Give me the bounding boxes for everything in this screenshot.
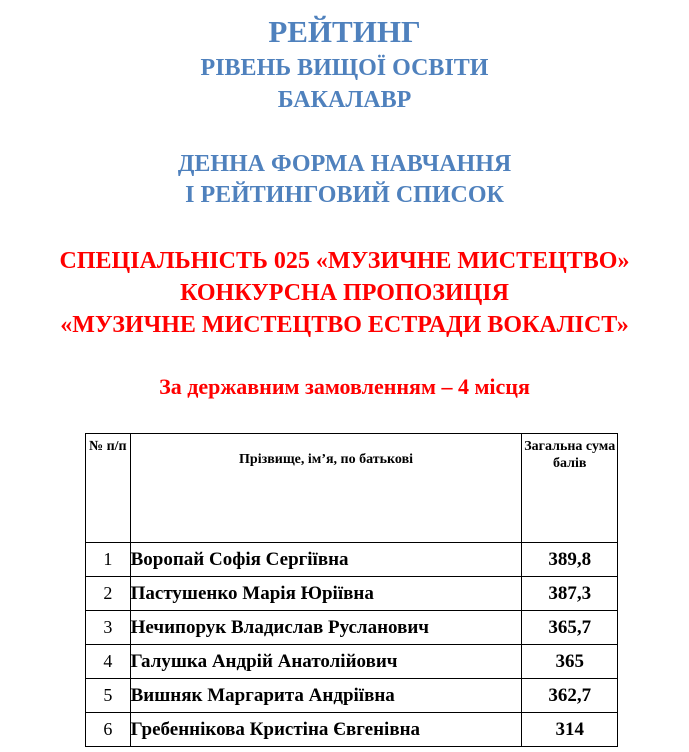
table-row (86, 645, 618, 679)
total-score: 362,7 (522, 679, 618, 713)
column-header-number-label: № п/п (89, 439, 127, 454)
program-name: «МУЗИЧНЕ МИСТЕЦТВО ЕСТРАДИ ВОКАЛІСТ» (60, 312, 629, 338)
rating-table (85, 433, 618, 747)
student-name: Вишняк Маргарита Андріївна (130, 679, 522, 713)
education-level: РІВЕНЬ ВИЩОЇ ОСВІТИ (200, 55, 489, 81)
quota-line: За державним замовленням – 4 місця (159, 374, 530, 399)
student-name: Пастушенко Марія Юріївна (130, 577, 522, 611)
row-number: 3 (86, 611, 131, 645)
specialty: СПЕЦІАЛЬНІСТЬ 025 «МУЗИЧНЕ МИСТЕЦТВО» (59, 248, 630, 274)
column-header-name-label: Прізвище, ім’я, по батькові (239, 452, 414, 467)
total-score: 387,3 (522, 577, 618, 611)
total-score: 365,7 (522, 611, 618, 645)
total-score: 389,8 (522, 543, 618, 577)
student-name: Воропай Софія Сергіївна (130, 543, 522, 577)
competitive-proposal: КОНКУРСНА ПРОПОЗИЦІЯ (180, 280, 509, 306)
page-title: РЕЙТИНГ (268, 14, 421, 49)
student-name: Гребеннікова Кристіна Євгенівна (130, 713, 522, 747)
table-header-row (86, 434, 618, 543)
row-number: 6 (86, 713, 131, 747)
total-score: 314 (522, 713, 618, 747)
total-score: 365 (522, 645, 618, 679)
row-number: 4 (86, 645, 131, 679)
column-header-total-label: Загальна сума балів (524, 439, 616, 471)
row-number: 1 (86, 543, 131, 577)
student-name: Нечипорук Владислав Русланович (130, 611, 522, 645)
row-number: 5 (86, 679, 131, 713)
degree: БАКАЛАВР (277, 87, 412, 113)
table-row (86, 611, 618, 645)
student-name: Галушка Андрій Анатолійович (130, 645, 522, 679)
list-name: І РЕЙТИНГОВИЙ СПИСОК (185, 182, 504, 208)
table-row (86, 543, 618, 577)
column-header-total (522, 434, 618, 543)
table-row (86, 679, 618, 713)
row-number: 2 (86, 577, 131, 611)
study-form: ДЕННА ФОРМА НАВЧАННЯ (177, 151, 512, 177)
column-header-name (130, 434, 522, 543)
table-row (86, 713, 618, 747)
table-row (86, 577, 618, 611)
column-header-number (86, 434, 131, 543)
